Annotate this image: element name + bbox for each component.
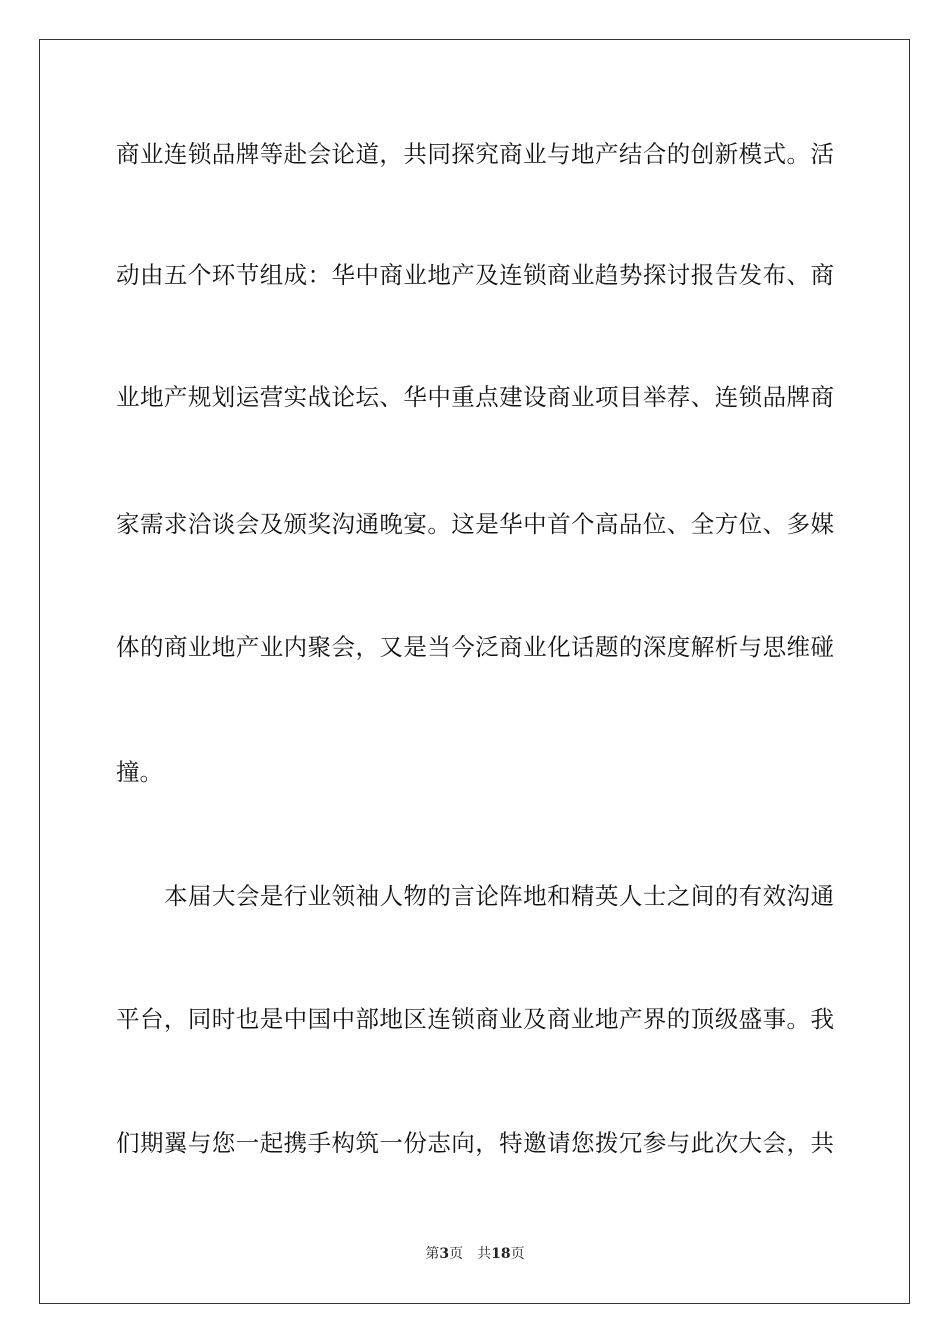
paragraph-line-5: 体的商业地产业内聚会，又是当今泛商业化话题的深度解析与思维碰 bbox=[116, 633, 834, 661]
paragraph-line-1: 商业连锁品牌等赴会论道，共同探究商业与地产结合的创新模式。活 bbox=[116, 140, 834, 168]
page-footer bbox=[0, 1244, 950, 1264]
total-suffix: 页 bbox=[510, 1246, 525, 1262]
paragraph-line-9: 们期翼与您一起携手构筑一份志向，特邀请您拨冗参与此次大会，共 bbox=[116, 1129, 834, 1157]
paragraph-line-2: 动由五个环节组成：华中商业地产及连锁商业趋势探讨报告发布、商 bbox=[116, 261, 834, 289]
page-prefix: 第 bbox=[425, 1246, 440, 1262]
page-total-number: 18 bbox=[491, 1246, 511, 1262]
paragraph-line-8: 平台，同时也是中国中部地区连锁商业及商业地产界的顶级盛事。我 bbox=[116, 1005, 834, 1033]
page-suffix: 页 bbox=[449, 1246, 464, 1262]
paragraph-line-6: 撞。 bbox=[116, 758, 163, 786]
paragraph-line-7: 本届大会是行业领袖人物的言论阵地和精英人士之间的有效沟通 bbox=[164, 882, 834, 910]
paragraph-line-3: 业地产规划运营实战论坛、华中重点建设商业项目举荐、连锁品牌商 bbox=[116, 383, 834, 411]
page-border bbox=[39, 39, 910, 1304]
paragraph-line-4: 家需求洽谈会及颁奖沟通晚宴。这是华中首个高品位、全方位、多媒 bbox=[116, 510, 834, 538]
total-prefix: 共 bbox=[477, 1246, 492, 1262]
page-current-number: 3 bbox=[439, 1246, 450, 1262]
